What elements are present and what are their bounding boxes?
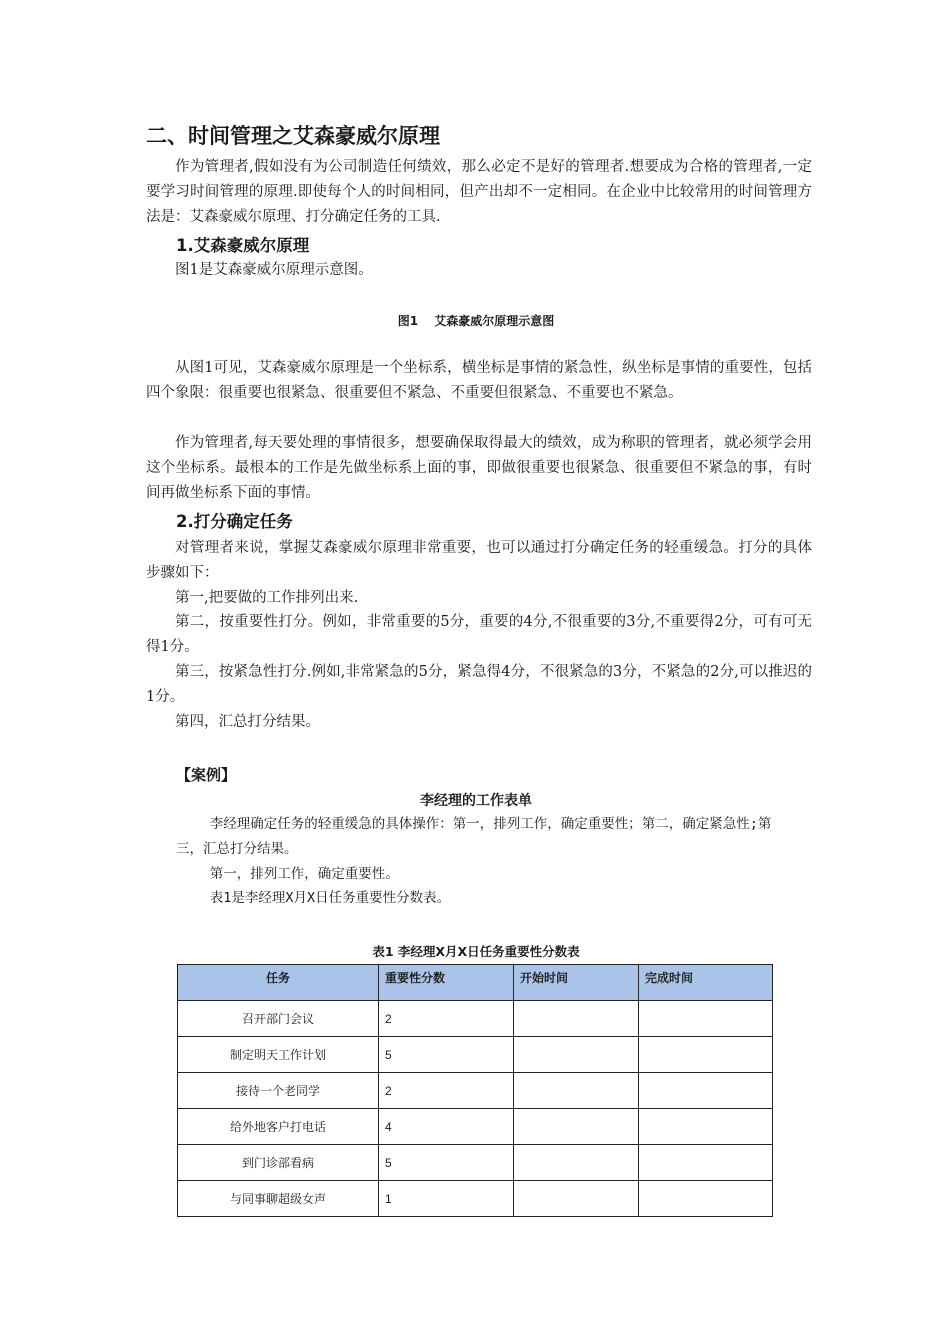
task-cell: 给外地客户打电话 [178,1109,379,1145]
case-paragraph-3: 表1是李经理X月X日任务重要性分数表。 [209,890,451,906]
section2-title: 2.打分确定任务 [176,512,293,531]
table-header-row [178,965,773,1001]
score-cell: 2 [379,1001,514,1037]
table-row [178,1145,773,1181]
case-paragraph-2: 第一，排列工作，确定重要性。 [209,866,399,882]
end-time-cell [639,1109,773,1145]
task-cell: 接待一个老同学 [178,1073,379,1109]
step-4: 第四，汇总打分结果。 [175,714,320,730]
step-3: 第三，按紧急性打分.例如,非常紧急的5分，紧急得4分，不很紧急的3分，不紧急的2分,可以推迟的1分。 [146,664,812,705]
table-row [178,1037,773,1073]
end-time-cell [639,1145,773,1181]
header-importance: 重要性分数 [379,965,514,1001]
task-cell: 到门诊部看病 [178,1145,379,1181]
end-time-cell [639,1073,773,1109]
figure-caption: 图1 艾森豪威尔原理示意图 [397,314,555,328]
score-cell: 5 [379,1145,514,1181]
section1-paragraph-2: 作为管理者,每天要处理的事情很多，想要确保取得最大的绩效，成为称职的管理者，就必须学会用这个坐标系。最根本的工作是先做坐标系上面的事，即做很重要也很紧急、很重要但不紧急的事，有时间再做坐标系下面的事情。 [146,435,812,501]
table-row [178,1073,773,1109]
table-caption: 表1 李经理X月X日任务重要性分数表 [372,944,580,959]
section1-title: 1.艾森豪威尔原理 [176,236,310,255]
start-time-cell [514,1181,639,1217]
score-cell: 2 [379,1073,514,1109]
start-time-cell [514,1001,639,1037]
header-end-time: 完成时间 [639,965,773,1001]
step-1: 第一,把要做的工作排列出来. [175,590,359,606]
end-time-cell [639,1037,773,1073]
score-cell: 4 [379,1109,514,1145]
start-time-cell [514,1037,639,1073]
case-title: 李经理的工作表单 [420,793,532,809]
score-cell: 1 [379,1181,514,1217]
start-time-cell [514,1073,639,1109]
section1-paragraph-1: 从图1可见，艾森豪威尔原理是一个坐标系，横坐标是事情的紧急性，纵坐标是事情的重要性，包括四个象限：很重要也很紧急、很重要但不紧急、不重要但很紧急、不重要也不紧急。 [146,360,812,401]
case-paragraph-1: 李经理确定任务的轻重缓急的具体操作：第一，排列工作，确定重要性；第二，确定紧急性;第三，汇总打分结果。 [176,816,772,857]
task-cell: 与同事聊超级女声 [178,1181,379,1217]
task-cell: 召开部门会议 [178,1001,379,1037]
table-row [178,1181,773,1217]
score-cell: 5 [379,1037,514,1073]
header-task: 任务 [178,965,379,1001]
page-title: 二、时间管理之艾森豪威尔原理 [146,124,440,148]
end-time-cell [639,1181,773,1217]
section2-paragraph-1: 对管理者来说，掌握艾森豪威尔原理非常重要，也可以通过打分确定任务的轻重缓急。打分的具体步骤如下： [146,540,812,581]
section1-lead: 图1是艾森豪威尔原理示意图。 [175,262,373,278]
table-row [178,1001,773,1037]
intro-paragraph: 作为管理者,假如没有为公司制造任何绩效，那么必定不是好的管理者.想要成为合格的管理者,一定要学习时间管理的原理.即使每个人的时间相同，但产出却不一定相同。在企业中比较常用的时间管理方法是：艾森豪威尔原理、打分确定任务的工具. [146,159,812,225]
start-time-cell [514,1109,639,1145]
header-start-time: 开始时间 [514,965,639,1001]
task-table [177,964,773,1217]
case-label: 【案例】 [176,766,237,784]
end-time-cell [639,1001,773,1037]
step-2: 第二，按重要性打分。例如，非常重要的5分，重要的4分,不很重要的3分,不重要得2分，可有可无得1分。 [146,614,812,655]
table-row [178,1109,773,1145]
task-cell: 制定明天工作计划 [178,1037,379,1073]
start-time-cell [514,1145,639,1181]
